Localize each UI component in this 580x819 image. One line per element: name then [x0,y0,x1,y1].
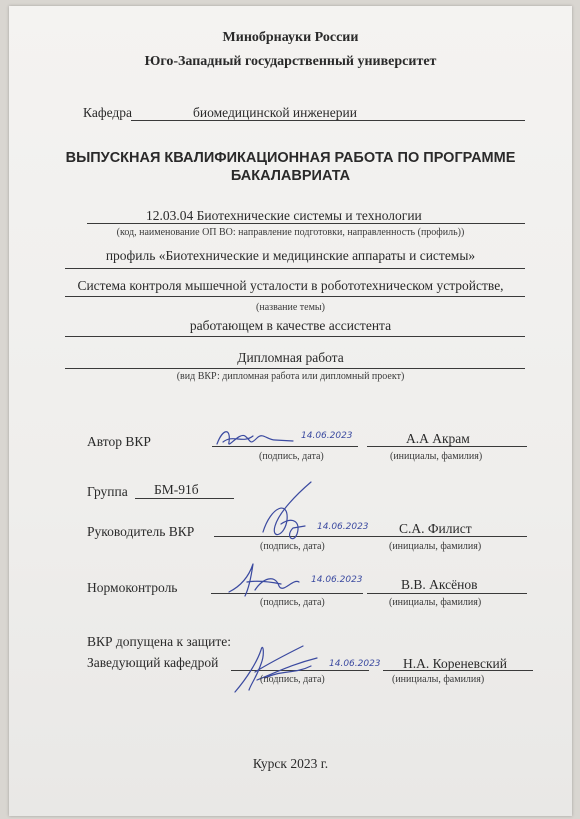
author-sign-hint: (подпись, дата) [259,451,324,462]
group-underline [135,498,234,499]
head-of-department-name: Н.А. Кореневский [403,656,507,671]
normcontrol-sign-date: 14.06.2023 [311,575,363,585]
normcontrol-name: В.В. Аксёнов [401,577,478,592]
normcontrol-signature [219,558,379,602]
author-name-line [367,446,527,447]
author-signature [209,424,359,452]
normcontrol-name-hint: (инициалы, фамилия) [389,597,482,608]
normcontrol-sign-hint: (подпись, дата) [260,597,325,608]
program-hint: (код, наименование ОП ВО: направление подготовки, направленность (профиль)) [116,227,465,238]
head-of-department-signature [221,632,391,698]
group-value: БМ-91б [154,482,199,497]
supervisor-sign-hint: (подпись, дата) [260,541,325,552]
admission-name-line [383,670,533,671]
supervisor-name-hint: (инициалы, фамилия) [389,541,482,552]
topic-underline1 [65,296,525,297]
supervisor-name: С.А. Филист [399,521,472,536]
author-name: А.А Акрам [406,431,470,446]
topic-line2: работающем в качестве ассистента [189,318,392,333]
university-heading: Юго-Западный государственный университет [144,54,437,69]
supervisor-label: Руководитель ВКР [87,524,195,539]
supervisor-signature [241,476,381,548]
program-profile: профиль «Биотехнические и медицинские аппараты и системы» [105,248,476,263]
author-name-hint: (инициалы, фамилия) [390,451,483,462]
topic-hint: (название темы) [256,302,325,313]
supervisor-sign-date: 14.06.2023 [317,522,369,532]
department-value: биомедицинской инженерии [193,105,357,120]
admission-note: ВКР допущена к защите: [87,634,231,649]
profile-underline [65,268,525,269]
ministry-heading: Минобрнауки России [222,30,359,45]
work-type-underline [65,368,525,369]
program-code-name: 12.03.04 Биотехнические системы и технологии [146,208,422,223]
work-type-value: Дипломная работа [237,350,344,365]
topic-line1: Система контроля мышечной усталости в робототехническом устройстве, [77,278,504,293]
city-year: Курск 2023 г. [252,756,329,771]
department-label: Кафедра [83,105,132,120]
document-title-line2: БАКАЛАВРИАТА [230,168,351,184]
supervisor-name-line [367,536,527,537]
head-of-department-label: Заведующий кафедрой [87,655,219,670]
author-sign-date: 14.06.2023 [301,431,353,441]
topic-underline2 [65,336,525,337]
author-label: Автор ВКР [87,434,151,449]
admission-sign-date: 14.06.2023 [329,659,381,669]
normcontrol-name-line [367,593,527,594]
document-page [9,6,572,816]
group-label: Группа [87,484,128,499]
admission-name-hint: (инициалы, фамилия) [392,674,485,685]
program-underline [87,223,525,224]
document-title-line1: ВЫПУСКНАЯ КВАЛИФИКАЦИОННАЯ РАБОТА ПО ПРОГРАММЕ [65,150,516,166]
normcontrol-label: Нормоконтроль [87,580,178,595]
work-type-hint: (вид ВКР: дипломная работа или дипломный проект) [176,371,405,382]
admission-sign-hint: (подпись, дата) [260,674,325,685]
